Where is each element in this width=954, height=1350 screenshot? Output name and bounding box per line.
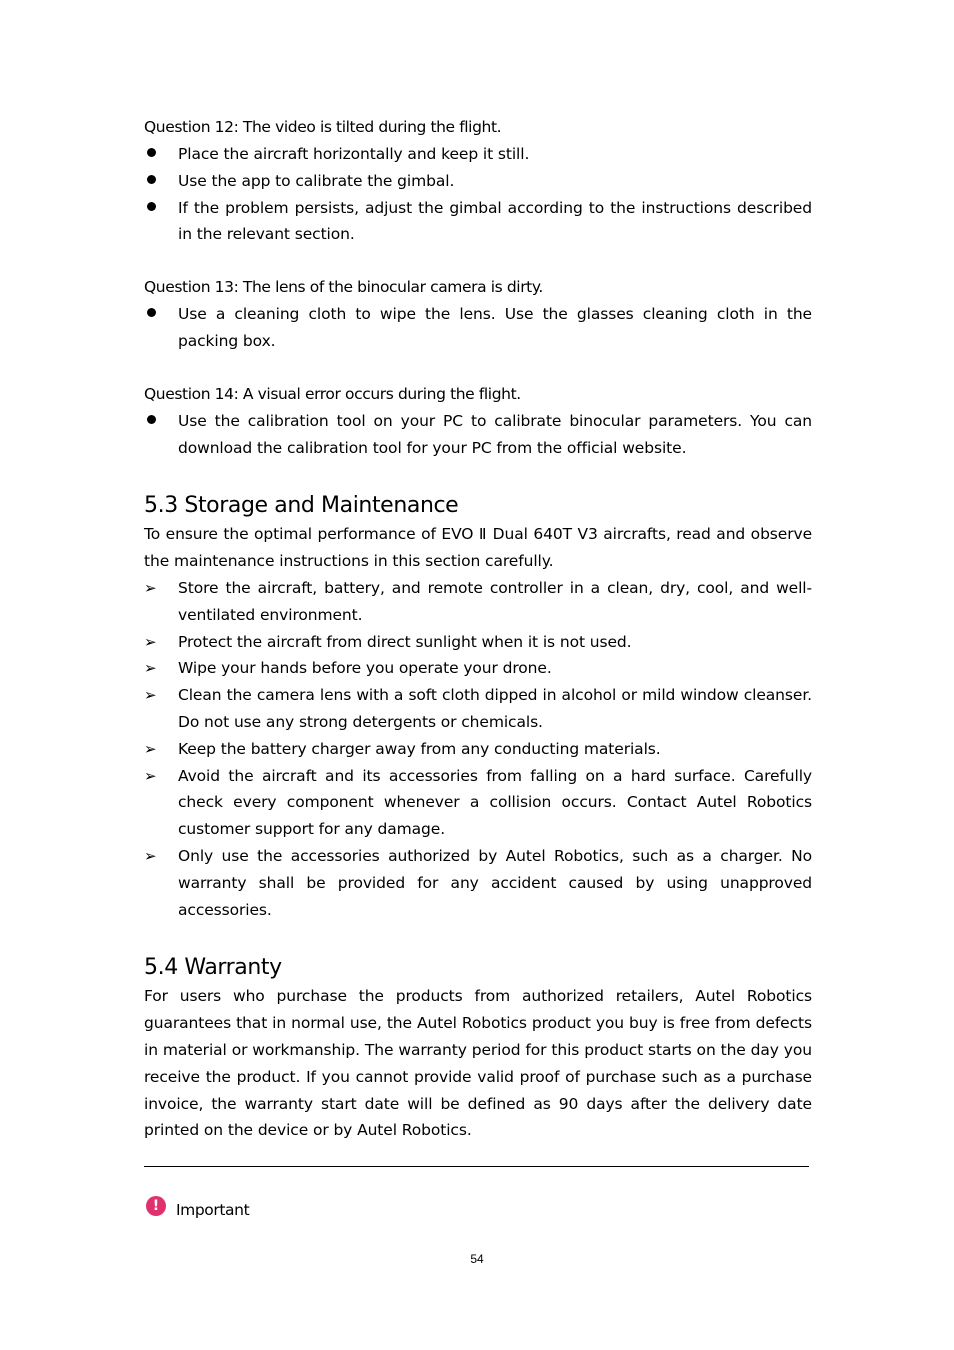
question-12-list — [144, 141, 812, 248]
list-item — [144, 195, 812, 249]
list-item — [144, 629, 812, 656]
warranty-section — [144, 953, 812, 1144]
question-12-block — [144, 114, 812, 248]
question-14-title: Question 14: A visual error occurs during the flight. — [144, 384, 521, 403]
list-item-text: Keep the battery charger away from any conducting materials. — [178, 739, 661, 758]
bullet-dot-icon — [144, 195, 164, 222]
bullet-dot-icon — [144, 141, 164, 168]
list-item-text: Protect the aircraft from direct sunlight when it is not used. — [178, 632, 632, 651]
page-number: 54 — [470, 1252, 484, 1266]
question-13-block — [144, 274, 812, 355]
list-item-text: Use the app to calibrate the gimbal. — [178, 171, 455, 190]
exclamation-icon: ! — [146, 1196, 166, 1216]
list-item-text: Avoid the aircraft and its accessories from falling on a hard surface. Carefully check every component whenever a collision occurs. Contact Autel Robotics customer support for any damage. — [178, 766, 812, 839]
list-item-text: Clean the camera lens with a soft cloth dipped in alcohol or mild window cleanser. Do not use any strong detergents or chemicals. — [178, 686, 812, 731]
list-item — [144, 655, 812, 682]
important-label: Important — [176, 1201, 250, 1219]
storage-intro: To ensure the optimal performance of EVO Ⅱ Dual 640T V3 aircrafts, read and observe the maintenance instructions in this section carefully. — [144, 525, 812, 571]
list-item — [144, 575, 812, 629]
arrow-bullet-icon: ➢ — [144, 578, 157, 597]
list-item — [144, 763, 812, 843]
arrow-bullet-icon: ➢ — [144, 686, 157, 705]
arrow-bullet-icon: ➢ — [144, 846, 157, 865]
question-12-title: Question 12: The video is tilted during the flight. — [144, 118, 502, 136]
bullet-dot-icon — [144, 408, 164, 435]
list-item-text: Use the calibration tool on your PC to calibrate binocular parameters. You can download the calibration tool for your PC from the official website. — [178, 411, 812, 457]
storage-heading: 5.3 Storage and Maintenance — [144, 493, 459, 519]
list-item — [144, 682, 812, 736]
list-item-text: Use a cleaning cloth to wipe the lens. Use the glasses cleaning cloth in the packing box. — [178, 305, 812, 350]
list-item-text: Place the aircraft horizontally and keep it still. — [178, 145, 530, 163]
bullet-dot-icon — [144, 301, 164, 328]
question-14-list — [144, 408, 812, 462]
list-item — [144, 408, 812, 462]
list-item — [144, 168, 812, 195]
bullet-dot-icon — [144, 168, 164, 195]
question-14-block — [144, 381, 812, 462]
storage-section — [144, 491, 812, 923]
list-item-text: If the problem persists, adjust the gimbal according to the instructions described in the relevant section. — [178, 198, 812, 244]
list-item-text: Store the aircraft, battery, and remote controller in a clean, dry, cool, and well-ventilated environment. — [178, 578, 812, 624]
question-13-list — [144, 301, 812, 355]
list-item-text: Only use the accessories authorized by Autel Robotics, such as a charger. No warranty shall be provided for any accident caused by using unapproved accessories. — [178, 846, 812, 919]
warranty-heading: 5.4 Warranty — [144, 955, 282, 981]
arrow-bullet-icon: ➢ — [144, 739, 157, 758]
storage-list — [144, 575, 812, 923]
list-item-text: Wipe your hands before you operate your drone. — [178, 659, 552, 678]
warranty-body: For users who purchase the products from authorized retailers, Autel Robotics guarantees that in normal use, the Autel Robotics product you buy is free from defects in material or workmanship. The warranty period for this product starts on the day you receive the product. If you cannot provide valid proof of purchase such as a purchase invoice, the warranty start date will be defined as 90 days after the delivery date printed on the device or by Autel Robotics. — [144, 987, 812, 1140]
list-item — [144, 736, 812, 763]
divider — [144, 1166, 809, 1167]
important-note — [146, 1200, 249, 1220]
list-item — [144, 843, 812, 923]
arrow-bullet-icon: ➢ — [144, 632, 157, 651]
document-page — [144, 114, 812, 1144]
arrow-bullet-icon: ➢ — [144, 766, 157, 785]
list-item — [144, 301, 812, 355]
question-13-title: Question 13: The lens of the binocular camera is dirty. — [144, 278, 543, 297]
list-item — [144, 141, 812, 168]
arrow-bullet-icon: ➢ — [144, 659, 157, 678]
